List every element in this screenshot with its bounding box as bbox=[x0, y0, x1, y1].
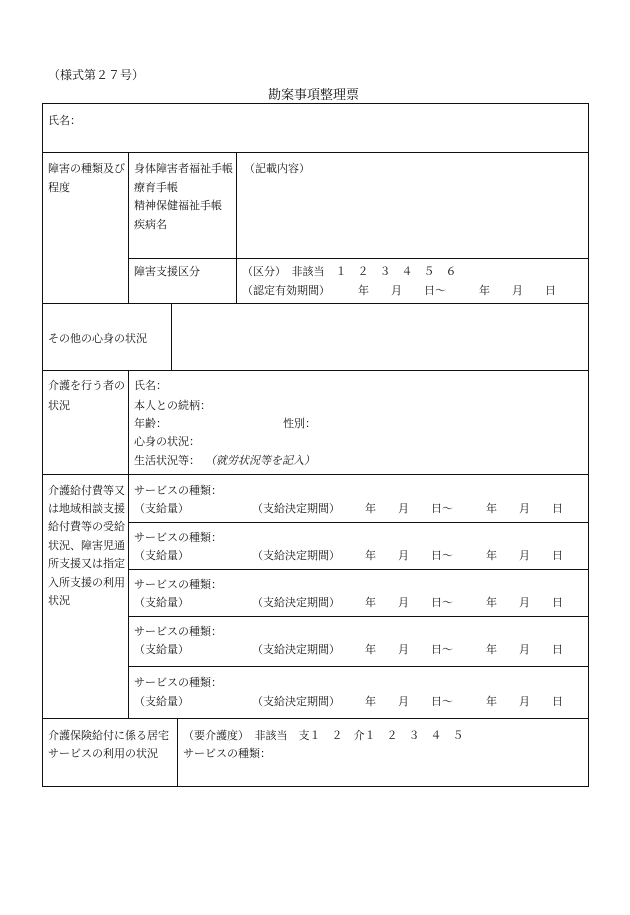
service-type-label: サービスの種類： bbox=[134, 531, 222, 544]
divider bbox=[128, 616, 589, 617]
service-type-label: サービスの種類： bbox=[134, 484, 222, 497]
decision-period-dates: 年 月 日～ 年 月 日 bbox=[365, 643, 563, 656]
insurance-service-label: サービスの種類： bbox=[183, 747, 271, 760]
caregiver-heading-line2: 状況 bbox=[48, 399, 70, 412]
supply-amount-label: （支給量） bbox=[134, 502, 189, 515]
supply-amount-label: （支給量） bbox=[134, 549, 189, 562]
caregiver-condition: 心身の状況： bbox=[134, 435, 200, 448]
decision-period-label: （支給決定期間） bbox=[252, 643, 340, 656]
name-label: 氏名： bbox=[48, 114, 81, 127]
decision-period-dates: 年 月 日～ 年 月 日 bbox=[365, 502, 563, 515]
divider bbox=[42, 303, 589, 304]
care-level-options: （要介護度） 非該当 支１ ２ 介１ ２ ３ ４ ５ bbox=[183, 729, 464, 742]
divider bbox=[42, 152, 589, 153]
divider bbox=[128, 370, 129, 474]
supply-amount-label: （支給量） bbox=[134, 596, 189, 609]
decision-period-label: （支給決定期間） bbox=[252, 549, 340, 562]
insurance-heading-line1: 介護保険給付に係る居宅 bbox=[48, 729, 169, 742]
benefits-heading-line: は地域相談支援 bbox=[48, 502, 125, 515]
caregiver-relationship: 本人との続柄： bbox=[134, 399, 211, 412]
decision-period-label: （支給決定期間） bbox=[252, 695, 340, 708]
caregiver-heading-line1: 介護を行う者の bbox=[48, 379, 125, 392]
support-category-label: 障害支援区分 bbox=[134, 265, 200, 278]
caregiver-age: 年齢： bbox=[134, 417, 167, 430]
divider bbox=[236, 152, 237, 303]
service-type-label: サービスの種類： bbox=[134, 578, 222, 591]
divider bbox=[128, 569, 589, 570]
divider bbox=[128, 258, 589, 259]
insurance-heading-line2: サービスの利用の状況 bbox=[48, 747, 158, 760]
validity-dates: 年 月 日～ 年 月 日 bbox=[358, 284, 556, 297]
divider bbox=[42, 370, 589, 371]
notebook-physical: 身体障害者福祉手帳 bbox=[134, 162, 233, 175]
disability-heading-line2: 程度 bbox=[48, 181, 70, 194]
decision-period-dates: 年 月 日～ 年 月 日 bbox=[365, 596, 563, 609]
benefits-heading-line: 所支援又は指定 bbox=[48, 557, 125, 570]
benefits-heading-line: 給付費等の受給 bbox=[48, 520, 125, 533]
supply-amount-label: （支給量） bbox=[134, 643, 189, 656]
validity-label: （認定有効期間） bbox=[242, 284, 330, 297]
benefits-heading-line: 状況 bbox=[48, 594, 70, 607]
form-number: （様式第２７号） bbox=[48, 68, 145, 82]
other-condition-label: その他の心身の状況 bbox=[48, 332, 147, 345]
record-content-label: （記載内容） bbox=[244, 162, 310, 175]
caregiver-living-label: 生活状況等： bbox=[134, 454, 200, 467]
divider bbox=[171, 303, 172, 370]
page-title: 勘案事項整理票 bbox=[268, 88, 360, 103]
service-type-label: サービスの種類： bbox=[134, 625, 222, 638]
benefits-heading-line: 状況、障害児通 bbox=[48, 539, 125, 552]
disability-heading-line1: 障害の種類及び bbox=[48, 162, 125, 175]
notebook-rehabilitation: 療育手帳 bbox=[134, 181, 178, 194]
caregiver-living-note: （就労状況等を記入） bbox=[205, 454, 315, 467]
category-options: （区分） 非該当 １ ２ ３ ４ ５ ６ bbox=[242, 265, 457, 278]
divider bbox=[42, 718, 589, 719]
benefits-heading-line: 介護給付費等又 bbox=[48, 484, 125, 497]
notebook-mental: 精神保健福祉手帳 bbox=[134, 199, 222, 212]
supply-amount-label: （支給量） bbox=[134, 695, 189, 708]
decision-period-dates: 年 月 日～ 年 月 日 bbox=[365, 549, 563, 562]
form-table bbox=[42, 103, 589, 787]
decision-period-label: （支給決定期間） bbox=[252, 596, 340, 609]
divider bbox=[128, 152, 129, 303]
benefits-heading-line: 入所支援の利用 bbox=[48, 576, 125, 589]
service-type-label: サービスの種類： bbox=[134, 676, 222, 689]
decision-period-label: （支給決定期間） bbox=[252, 502, 340, 515]
caregiver-sex: 性別： bbox=[283, 417, 316, 430]
caregiver-name: 氏名： bbox=[134, 379, 167, 392]
decision-period-dates: 年 月 日～ 年 月 日 bbox=[365, 695, 563, 708]
disease-name: 疾病名 bbox=[134, 218, 167, 231]
divider bbox=[128, 474, 129, 718]
divider bbox=[128, 666, 589, 667]
divider bbox=[42, 474, 589, 475]
divider bbox=[177, 718, 178, 787]
divider bbox=[128, 522, 589, 523]
